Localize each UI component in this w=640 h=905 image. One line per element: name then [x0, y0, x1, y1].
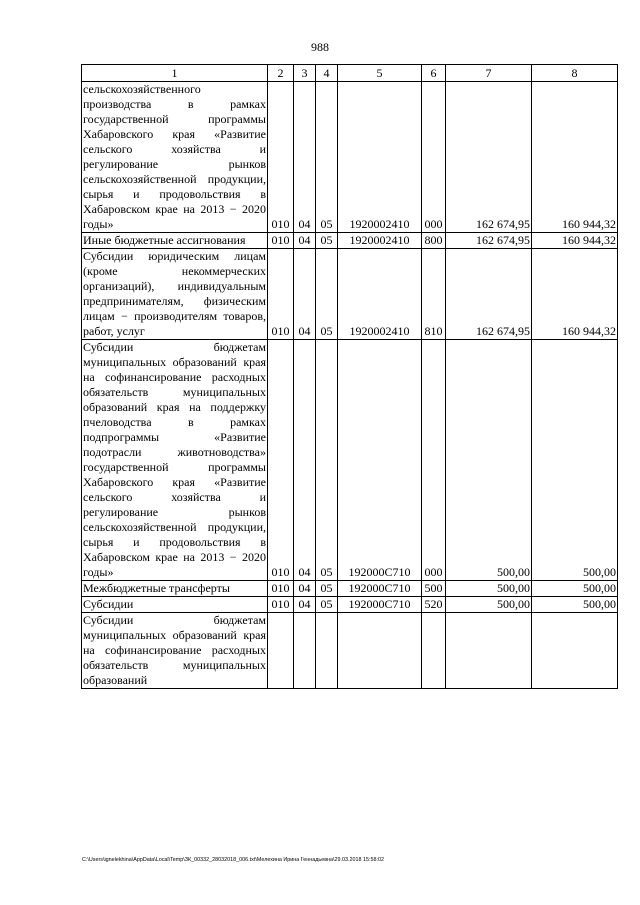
row-description: Межбюджетные трансферты: [82, 581, 268, 597]
row-description: Иные бюджетные ассигнования: [82, 233, 268, 249]
row-description: Субсидии юридическим лицам (кроме некоммерческих организаций), индивидуальным предпринимателям, физическим лицам − производителям товаров, работ, услуг: [83, 249, 266, 338]
cell-ministry: 010: [268, 581, 294, 597]
cell-subsection: 05: [316, 249, 338, 340]
table-row: [82, 249, 618, 340]
header-cell: 4: [316, 65, 338, 82]
cell-target-article: 192000С710: [338, 340, 422, 581]
row-description: Субсидии бюджетам муниципальных образований края на софинансирование расходных обязательств муниципальных образований: [83, 613, 266, 687]
cell-section: [294, 613, 316, 689]
cell-ministry: 010: [268, 82, 294, 233]
cell-amount-2: 500,00: [532, 581, 618, 597]
cell-section: 04: [294, 233, 316, 249]
cell-section: 04: [294, 82, 316, 233]
table-row: [82, 233, 618, 249]
table-row: [82, 581, 618, 597]
header-cell: 5: [338, 65, 422, 82]
cell-amount-2: 500,00: [532, 597, 618, 613]
cell-amount-2: 500,00: [532, 340, 618, 581]
cell-ministry: 010: [268, 597, 294, 613]
cell-section: 04: [294, 249, 316, 340]
table-row: [82, 613, 618, 689]
cell-subsection: 05: [316, 82, 338, 233]
file-path-footer: C:\Users\ignelekhina\AppData\Local\Temp\ЗК_00332_28032018_006.txt\Мелехина Ирина Геннадьевна\29.03.2018 15:58:02: [82, 857, 385, 863]
cell-amount-2: [532, 613, 618, 689]
header-cell: 7: [446, 65, 532, 82]
header-cell: 8: [532, 65, 618, 82]
cell-ministry: 010: [268, 233, 294, 249]
cell-subsection: 05: [316, 340, 338, 581]
cell-target-article: 1920002410: [338, 249, 422, 340]
cell-expense-type: 520: [422, 597, 446, 613]
cell-section: 04: [294, 581, 316, 597]
cell-expense-type: 810: [422, 249, 446, 340]
cell-amount-1: 162 674,95: [446, 233, 532, 249]
cell-amount-2: 160 944,32: [532, 82, 618, 233]
cell-section: 04: [294, 597, 316, 613]
cell-amount-1: [446, 613, 532, 689]
row-description: сельскохозяйственного производства в рамках государственной программы Хабаровского края «Развитие сельского хозяйства и регулирование рынков сельскохозяйственной продукции, сырья и продовольствия в Хабаровском крае на 2013 − 2020 годы»: [83, 82, 266, 231]
cell-amount-1: 500,00: [446, 340, 532, 581]
cell-amount-1: 500,00: [446, 597, 532, 613]
cell-expense-type: 000: [422, 82, 446, 233]
cell-ministry: 010: [268, 340, 294, 581]
cell-subsection: 05: [316, 233, 338, 249]
budget-table: [81, 64, 618, 689]
cell-section: 04: [294, 340, 316, 581]
cell-expense-type: 800: [422, 233, 446, 249]
cell-target-article: [338, 613, 422, 689]
page-number: 988: [311, 40, 329, 54]
table-row: [82, 340, 618, 581]
cell-target-article: 192000С710: [338, 597, 422, 613]
cell-ministry: 010: [268, 249, 294, 340]
cell-amount-1: 162 674,95: [446, 82, 532, 233]
cell-target-article: 192000С710: [338, 581, 422, 597]
cell-expense-type: 500: [422, 581, 446, 597]
cell-target-article: 1920002410: [338, 233, 422, 249]
row-description: Субсидии: [82, 597, 268, 613]
header-row: [82, 65, 618, 82]
cell-amount-1: 162 674,95: [446, 249, 532, 340]
cell-amount-2: 160 944,32: [532, 249, 618, 340]
table-row: [82, 597, 618, 613]
header-cell: 1: [82, 65, 268, 82]
cell-subsection: 05: [316, 597, 338, 613]
row-description: Субсидии бюджетам муниципальных образований края на софинансирование расходных обязательств муниципальных образований края на поддержку пчеловодства в рамках подпрограммы «Развитие подотрасли животноводства» государственной программы Хабаровского края «Развитие сельского хозяйства и регулирование рынков сельскохозяйственной продукции, сырья и продовольствия в Хабаровском крае на 2013 − 2020 годы»: [83, 340, 266, 579]
cell-ministry: [268, 613, 294, 689]
cell-amount-1: 500,00: [446, 581, 532, 597]
cell-subsection: [316, 613, 338, 689]
cell-subsection: 05: [316, 581, 338, 597]
cell-target-article: 1920002410: [338, 82, 422, 233]
cell-expense-type: 000: [422, 340, 446, 581]
cell-amount-2: 160 944,32: [532, 233, 618, 249]
table-row: [82, 82, 618, 233]
cell-expense-type: [422, 613, 446, 689]
header-cell: 2: [268, 65, 294, 82]
header-cell: 3: [294, 65, 316, 82]
header-cell: 6: [422, 65, 446, 82]
